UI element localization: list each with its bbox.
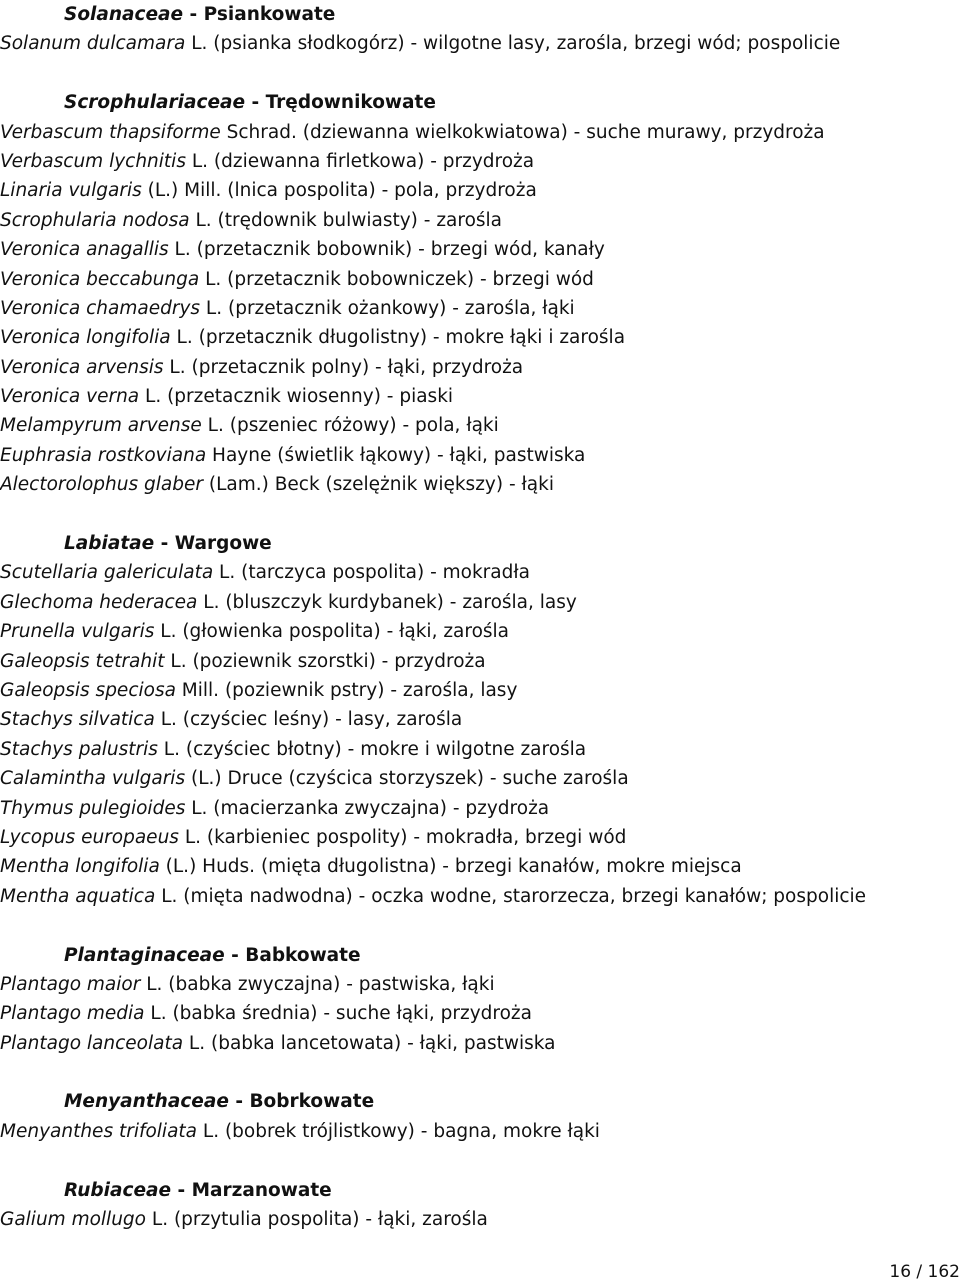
species-entry xyxy=(0,206,960,235)
species-latin-name: Prunella vulgaris xyxy=(0,621,155,643)
species-description: L. (babka zwyczajna) - pastwiska, łąki xyxy=(140,973,495,995)
section-gap xyxy=(0,500,960,529)
species-entry xyxy=(0,647,960,676)
species-latin-name: Veronica chamaedrys xyxy=(0,297,201,319)
species-description: L. (babka lancetowata) - łąki, pastwiska xyxy=(183,1032,556,1054)
species-description: (Lam.) Beck (szelężnik większy) - łąki xyxy=(202,474,554,496)
species-latin-name: Menyanthes trifoliata xyxy=(0,1120,197,1142)
species-latin-name: Verbascum thapsiforme xyxy=(0,121,221,143)
species-entry xyxy=(0,764,960,793)
species-latin-name: Euphrasia rostkoviana xyxy=(0,444,207,466)
family-heading xyxy=(64,1176,960,1205)
species-description: L. (przetacznik długolistny) - mokre łąki i zarośla xyxy=(170,327,626,349)
species-entry xyxy=(0,441,960,470)
species-description: L. (przetacznik bobownik) - brzegi wód, kanały xyxy=(168,239,605,261)
section-gap xyxy=(0,911,960,940)
species-description: L. (przetacznik ożankowy) - zarośla, łąki xyxy=(200,297,575,319)
species-entry xyxy=(0,617,960,646)
species-entry xyxy=(0,1029,960,1058)
species-latin-name: Thymus pulegioides xyxy=(0,797,186,819)
species-latin-name: Galeopsis speciosa xyxy=(0,679,176,701)
species-entry xyxy=(0,265,960,294)
species-latin-name: Mentha longifolia xyxy=(0,856,160,878)
species-description: L. (przetacznik wiosenny) - piaski xyxy=(139,386,454,408)
family-latin-name: Rubiaceae xyxy=(64,1179,172,1201)
species-entry xyxy=(0,999,960,1028)
species-description: (L.) Huds. (mięta długolistna) - brzegi kanałów, mokre miejsca xyxy=(159,856,742,878)
species-latin-name: Melampyrum arvense xyxy=(0,415,202,437)
species-latin-name: Calamintha vulgaris xyxy=(0,768,186,790)
family-latin-name: Plantaginaceae xyxy=(64,944,225,966)
species-latin-name: Lycopus europaeus xyxy=(0,826,179,848)
family-polish-name: Marzanowate xyxy=(191,1179,332,1201)
species-description: L. (głowienka pospolita) - łąki, zarośla xyxy=(154,621,510,643)
species-entry xyxy=(0,118,960,147)
family-heading xyxy=(64,0,960,29)
species-entry xyxy=(0,29,960,58)
species-latin-name: Plantago lanceolata xyxy=(0,1032,184,1054)
family-section xyxy=(0,941,960,1059)
family-separator: - xyxy=(224,944,246,966)
species-entry xyxy=(0,852,960,881)
family-polish-name: Babkowate xyxy=(245,944,361,966)
species-latin-name: Galeopsis tetrahit xyxy=(0,650,165,672)
species-description: L. (tarczyca pospolita) - mokradła xyxy=(213,562,530,584)
page-number: 16 / 162 xyxy=(889,1262,960,1282)
species-entry xyxy=(0,823,960,852)
species-latin-name: Plantago media xyxy=(0,1003,145,1025)
species-entry xyxy=(0,323,960,352)
family-polish-name: Bobrkowate xyxy=(249,1091,375,1113)
family-latin-name: Solanaceae xyxy=(64,4,184,25)
family-section xyxy=(0,529,960,911)
species-description: L. (trędownik bulwiasty) - zarośla xyxy=(189,209,503,231)
species-description: L. (poziewnik szorstki) - przydroża xyxy=(164,650,486,672)
species-entry xyxy=(0,353,960,382)
species-description: L. (pszeniec różowy) - pola, łąki xyxy=(201,415,499,437)
species-latin-name: Scutellaria galericulata xyxy=(0,562,214,584)
family-heading xyxy=(64,941,960,970)
species-entry xyxy=(0,294,960,323)
section-gap xyxy=(0,1058,960,1087)
species-latin-name: Stachys silvatica xyxy=(0,709,155,731)
species-description: L. (babka średnia) - suche łąki, przydroża xyxy=(144,1003,532,1025)
species-latin-name: Glechoma hederacea xyxy=(0,591,198,613)
species-entry xyxy=(0,1205,960,1234)
species-latin-name: Solanum dulcamara xyxy=(0,33,186,55)
species-description: L. (dziewanna firletkowa) - przydroża xyxy=(185,150,535,172)
species-entry xyxy=(0,411,960,440)
species-description: L. (czyściec błotny) - mokre i wilgotne zarośla xyxy=(157,738,587,760)
species-latin-name: Plantago maior xyxy=(0,973,141,995)
family-section xyxy=(0,0,960,59)
species-description: L. (mięta nadwodna) - oczka wodne, starorzecza, brzegi kanałów; pospolicie xyxy=(155,885,867,907)
species-entry xyxy=(0,970,960,999)
species-entry xyxy=(0,147,960,176)
family-heading xyxy=(64,88,960,117)
species-entry xyxy=(0,176,960,205)
family-heading xyxy=(64,1087,960,1116)
family-separator: - xyxy=(171,1179,192,1201)
species-entry xyxy=(0,470,960,499)
species-entry xyxy=(0,588,960,617)
species-description: L. (czyściec leśny) - lasy, zarośla xyxy=(154,709,463,731)
species-latin-name: Stachys palustris xyxy=(0,738,158,760)
family-latin-name: Scrophulariaceae xyxy=(64,92,246,114)
species-latin-name: Linaria vulgaris xyxy=(0,180,142,202)
species-description: L. (przetacznik polny) - łąki, przydroża xyxy=(163,356,524,378)
species-entry xyxy=(0,1117,960,1146)
species-description: (L.) Druce (czyścica storzyszek) - suche zarośla xyxy=(185,768,629,790)
species-entry xyxy=(0,235,960,264)
species-description: L. (karbieniec pospolity) - mokradła, brzegi wód xyxy=(178,826,627,848)
family-separator: - xyxy=(228,1091,250,1113)
species-latin-name: Galium mollugo xyxy=(0,1209,146,1231)
family-polish-name: Trędownikowate xyxy=(265,92,436,114)
species-description: L. (psianka słodkogórz) - wilgotne lasy, zarośla, brzegi wód; pospolicie xyxy=(185,33,841,55)
species-entry xyxy=(0,558,960,587)
species-latin-name: Veronica verna xyxy=(0,386,140,408)
section-gap xyxy=(0,1146,960,1175)
family-separator: - xyxy=(183,4,204,25)
species-entry xyxy=(0,676,960,705)
species-entry xyxy=(0,705,960,734)
family-section xyxy=(0,88,960,499)
species-entry xyxy=(0,382,960,411)
family-section xyxy=(0,1176,960,1235)
species-description: L. (bluszczyk kurdybanek) - zarośla, lasy xyxy=(197,591,577,613)
species-description: L. (bobrek trójlistkowy) - bagna, mokre łąki xyxy=(197,1120,600,1142)
family-latin-name: Menyanthaceae xyxy=(64,1091,229,1113)
species-latin-name: Alectorolophus glaber xyxy=(0,474,203,496)
family-section xyxy=(0,1087,960,1146)
species-description: Mill. (poziewnik pstry) - zarośla, lasy xyxy=(175,679,518,701)
family-separator: - xyxy=(154,533,175,555)
species-description: Schrad. (dziewanna wielkokwiatowa) - suche murawy, przydroża xyxy=(220,121,825,143)
species-latin-name: Verbascum lychnitis xyxy=(0,150,186,172)
species-description: (L.) Mill. (lnica pospolita) - pola, przydroża xyxy=(141,180,537,202)
species-latin-name: Veronica arvensis xyxy=(0,356,164,378)
species-latin-name: Veronica beccabunga xyxy=(0,268,200,290)
species-latin-name: Scrophularia nodosa xyxy=(0,209,190,231)
species-entry xyxy=(0,794,960,823)
species-entry xyxy=(0,735,960,764)
family-polish-name: Psiankowate xyxy=(203,4,336,25)
species-entry xyxy=(0,882,960,911)
family-heading xyxy=(64,529,960,558)
species-description: L. (przytulia pospolita) - łąki, zarośla xyxy=(146,1209,488,1231)
family-polish-name: Wargowe xyxy=(174,533,272,555)
section-gap xyxy=(0,59,960,88)
species-description: L. (macierzanka zwyczajna) - pzydroża xyxy=(185,797,550,819)
species-latin-name: Veronica anagallis xyxy=(0,239,169,261)
species-latin-name: Veronica longifolia xyxy=(0,327,171,349)
family-separator: - xyxy=(245,92,266,114)
species-description: Hayne (świetlik łąkowy) - łąki, pastwiska xyxy=(206,444,586,466)
species-description: L. (przetacznik bobowniczek) - brzegi wód xyxy=(199,268,594,290)
species-latin-name: Mentha aquatica xyxy=(0,885,156,907)
family-latin-name: Labiatae xyxy=(64,533,155,555)
